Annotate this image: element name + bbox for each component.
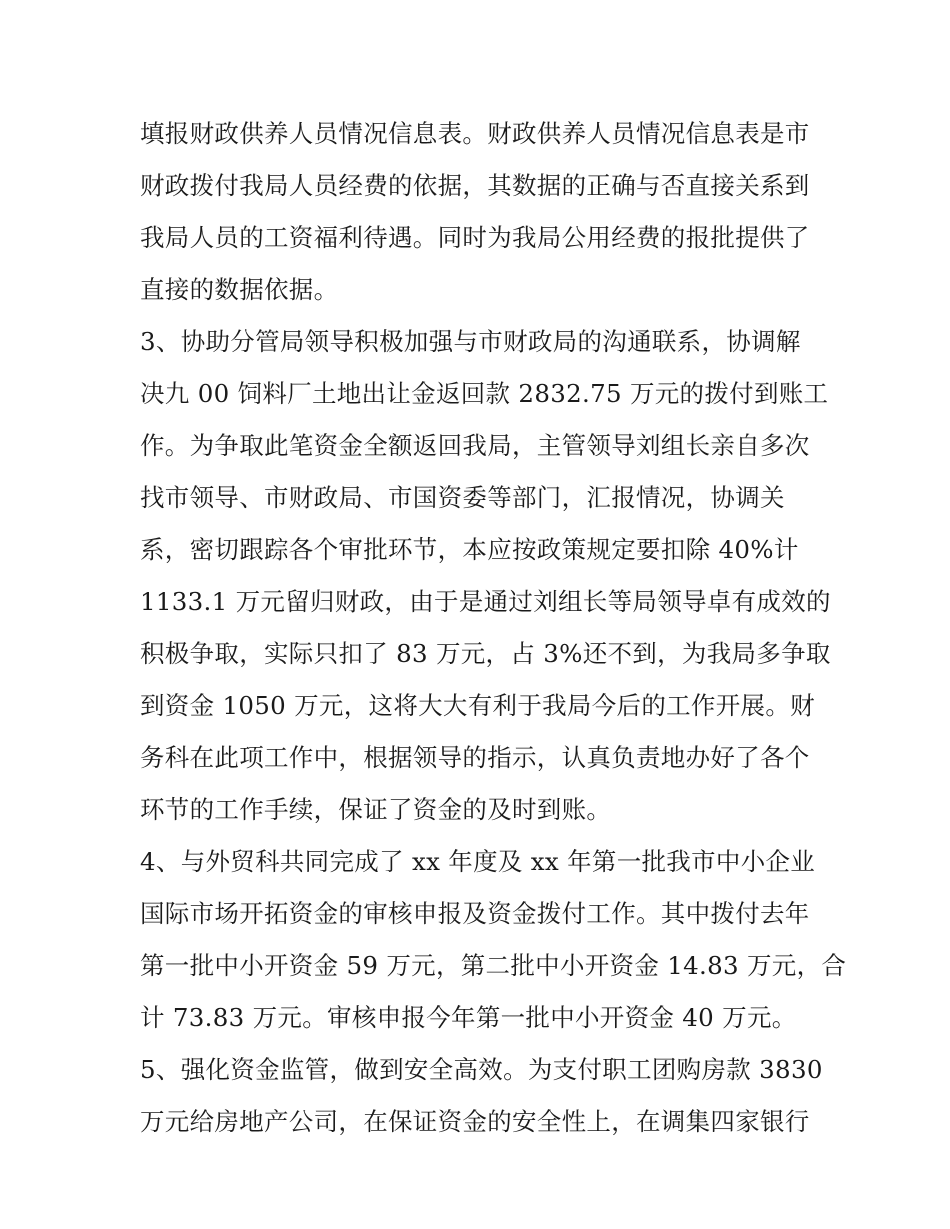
text-line: 系，密切跟踪各个审批环节，本应按政策规定要扣除 40%计 bbox=[140, 535, 799, 564]
document-body bbox=[140, 108, 847, 1148]
text-line: 1133.1 万元留归财政，由于是通过刘组长等局领导卓有成效的 bbox=[140, 587, 831, 616]
text-line: 作。为争取此笔资金全额返回我局，主管领导刘组长亲自多次 bbox=[140, 431, 810, 460]
text-line: 务科在此项工作中，根据领导的指示，认真负责地办好了各个 bbox=[140, 743, 810, 772]
text-line: 环节的工作手续，保证了资金的及时到账。 bbox=[140, 795, 612, 824]
text-line: 积极争取，实际只扣了 83 万元，占 3%还不到，为我局多争取 bbox=[140, 639, 831, 668]
text-line: 填报财政供养人员情况信息表。财政供养人员情况信息表是市 bbox=[140, 119, 810, 148]
text-line: 到资金 1050 万元，这将大大有利于我局今后的工作开展。财 bbox=[140, 691, 815, 720]
text-line: 决九 00 饲料厂土地出让金返回款 2832.75 万元的拨付到账工 bbox=[140, 379, 829, 408]
text-line: 第一批中小开资金 59 万元，第二批中小开资金 14.83 万元，合 bbox=[140, 951, 847, 980]
text-line: 计 73.83 万元。审核申报今年第一批中小开资金 40 万元。 bbox=[140, 1003, 797, 1032]
text-line: 财政拨付我局人员经费的依据，其数据的正确与否直接关系到 bbox=[140, 171, 810, 200]
text-line: 4、与外贸科共同完成了 xx 年度及 xx 年第一批我市中小企业 bbox=[140, 847, 816, 876]
text-line: 找市领导、市财政局、市国资委等部门，汇报情况，协调关 bbox=[140, 483, 785, 512]
text-line: 3、协助分管局领导积极加强与市财政局的沟通联系，协调解 bbox=[140, 327, 801, 356]
text-line: 5、强化资金监管，做到安全高效。为支付职工团购房款 3830 bbox=[140, 1055, 823, 1084]
text-line: 万元给房地产公司，在保证资金的安全性上，在调集四家银行 bbox=[140, 1107, 810, 1136]
text-line: 国际市场开拓资金的审核申报及资金拨付工作。其中拨付去年 bbox=[140, 899, 810, 928]
text-line: 直接的数据依据。 bbox=[140, 275, 339, 304]
text-line: 我局人员的工资福利待遇。同时为我局公用经费的报批提供了 bbox=[140, 223, 810, 252]
